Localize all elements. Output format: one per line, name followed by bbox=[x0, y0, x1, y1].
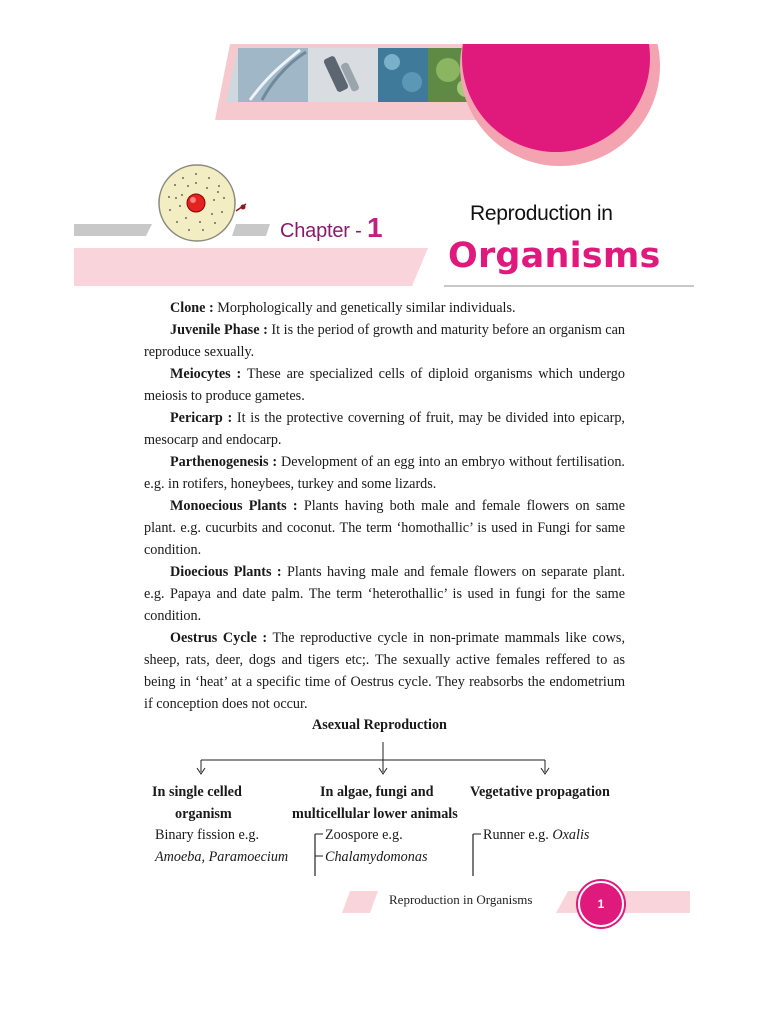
definition-term: Juvenile Phase : bbox=[170, 322, 268, 338]
definition-term: Pericarp : bbox=[170, 410, 233, 426]
branch3-item-label: Runner e.g. bbox=[483, 827, 553, 843]
definition-text: Plants having both male and female flowers on same plant. e.g. cucurbits and coconut. The term ‘homothallic’ is used in Fungi for same condition. bbox=[144, 498, 625, 558]
definition-term: Monoecious Plants : bbox=[170, 498, 298, 514]
branch2-title-line2: multicellular lower animals bbox=[292, 806, 458, 822]
branch2-example: Chalamydomonas bbox=[325, 849, 428, 865]
branch1-title-line1: In single celled bbox=[152, 784, 242, 800]
page-title: Organisms bbox=[448, 236, 661, 276]
definition-text: Morphologically and genetically similar individuals. bbox=[213, 300, 516, 316]
branch3-example: Oxalis bbox=[552, 827, 590, 843]
definition-term: Dioecious Plants : bbox=[170, 564, 282, 580]
definition-term: Clone : bbox=[170, 300, 214, 316]
branch3-title: Vegetative propagation bbox=[470, 784, 610, 800]
definition-text: Development of an egg into an embryo without fertilisation. e.g. in rotifers, honeybees, turkey and some lizards. bbox=[144, 454, 625, 492]
branch1-example: Amoeba, Paramoecium bbox=[155, 849, 289, 865]
definition-text: It is the period of growth and maturity before an organism can reproduce sexually. bbox=[144, 322, 625, 360]
diagram-root: Asexual Reproduction bbox=[312, 717, 447, 733]
page-number-badge: 1 bbox=[578, 881, 624, 927]
definition-text: Plants having male and female flowers on separate plant. e.g. Papaya and date palm. The term ‘heterothallic’ is used in fungi for the same condition. bbox=[144, 564, 625, 624]
branch2-title-line1: In algae, fungi and bbox=[320, 784, 434, 800]
chapter-number: 1 bbox=[366, 212, 383, 243]
definition-text: The reproductive cycle in non-primate mammals like cows, sheep, rats, deer, dogs and tigers etc;. The sexually active females reffered to as being in ‘heat’ at a specific time of Oestrus cycle. They reabsorbs the endometrium if conception does not occur. bbox=[144, 630, 625, 712]
definition-term: Meiocytes : bbox=[170, 366, 242, 382]
branch1-item: Binary fission e.g. bbox=[155, 827, 260, 843]
definition-term: Oestrus Cycle : bbox=[170, 630, 268, 646]
branch1-title-line2: organism bbox=[175, 806, 232, 822]
definition-text: It is the protective coverning of fruit, may be divided into epicarp, mesocarp and endocarp. bbox=[144, 410, 625, 448]
definition-term: Parthenogenesis : bbox=[170, 454, 278, 470]
branch2-item: Zoospore e.g. bbox=[325, 827, 403, 843]
chapter-prefix: Chapter - bbox=[280, 220, 367, 242]
footer-running-title: Reproduction in Organisms bbox=[389, 892, 533, 907]
title-top: Reproduction in bbox=[470, 202, 613, 225]
definition-text: These are specialized cells of diploid organisms which undergo meiosis to produce gametes. bbox=[144, 366, 625, 404]
